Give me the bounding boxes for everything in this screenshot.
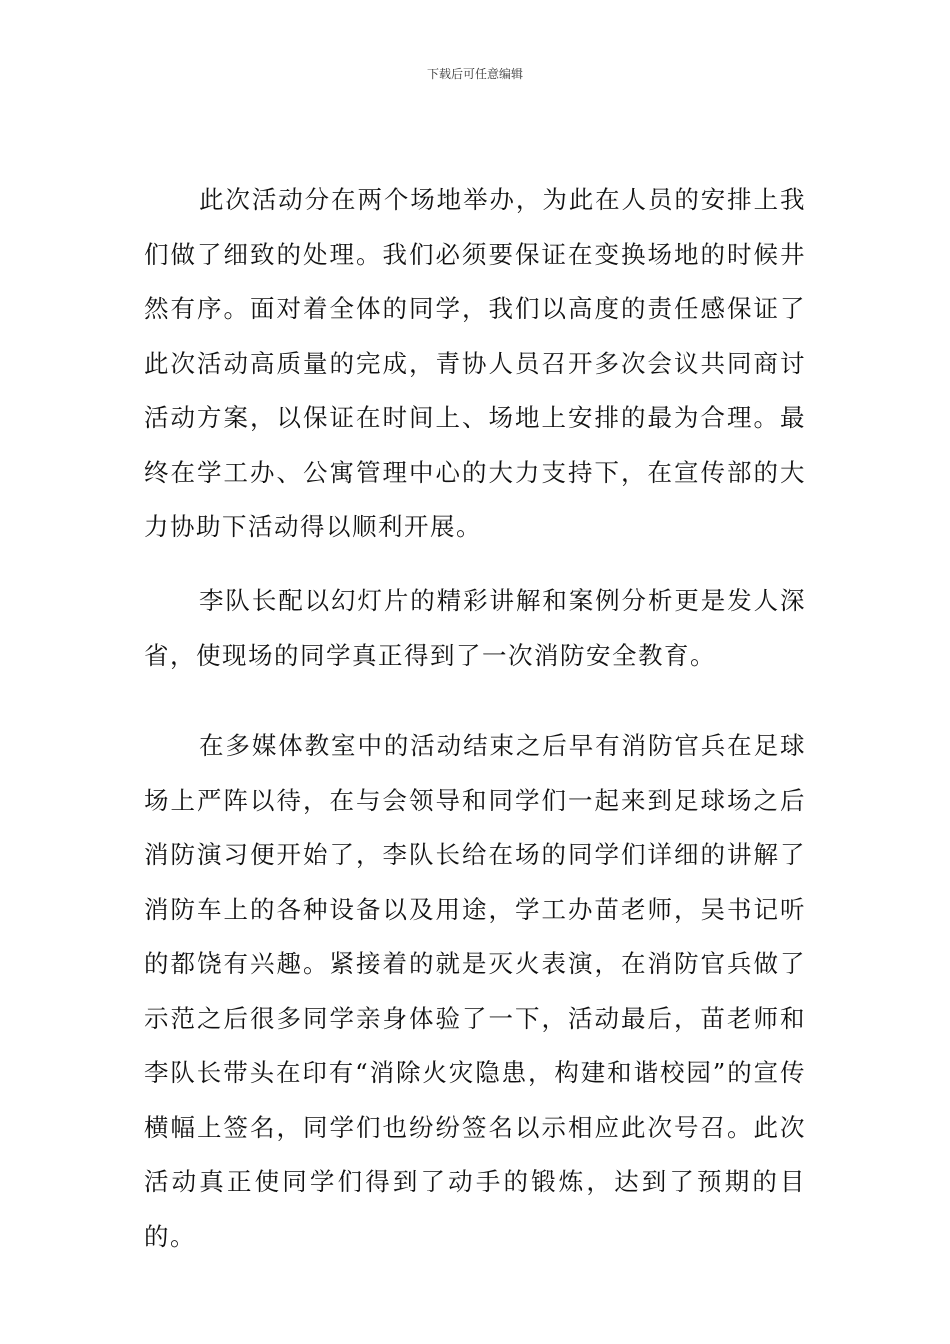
- page-header: 下载后可任意编辑: [426, 67, 523, 81]
- paragraph-3: 在多媒体教室中的活动结束之后早有消防官兵在足球场上严阵以待，在与会领导和同学们一起来到足球场之后消防演习便开始了，李队长给在场的同学们详细的讲解了消防车上的各种设备以及用途，学工办苗老师，吴书记听的都饶有兴趣。紧接着的就是灭火表演，在消防官兵做了示范之后很多同学亲身体验了一下，活动最后，苗老师和李队长带头在印有“消除火灾隐患，构建和谐校园”的宣传横幅上签名，同学们也纷纷签名以示相应此次号召。此次活动真正使同学们得到了动手的锻炼，达到了预期的目的。: [144, 731, 806, 1251]
- paragraph-1: 此次活动分在两个场地举办，为此在人员的安排上我们做了细致的处理。我们必须要保证在变换场地的时候井然有序。面对着全体的同学，我们以高度的责任感保证了此次活动高质量的完成，青协人员召开多次会议共同商讨活动方案，以保证在时间上、场地上安排的最为合理。最终在学工办、公寓管理中心的大力支持下，在宣传部的大力协助下活动得以顺利开展。: [144, 185, 806, 541]
- paragraph-2: 李队长配以幻灯片的精彩讲解和案例分析更是发人深省，使现场的同学真正得到了一次消防安全教育。: [144, 586, 806, 670]
